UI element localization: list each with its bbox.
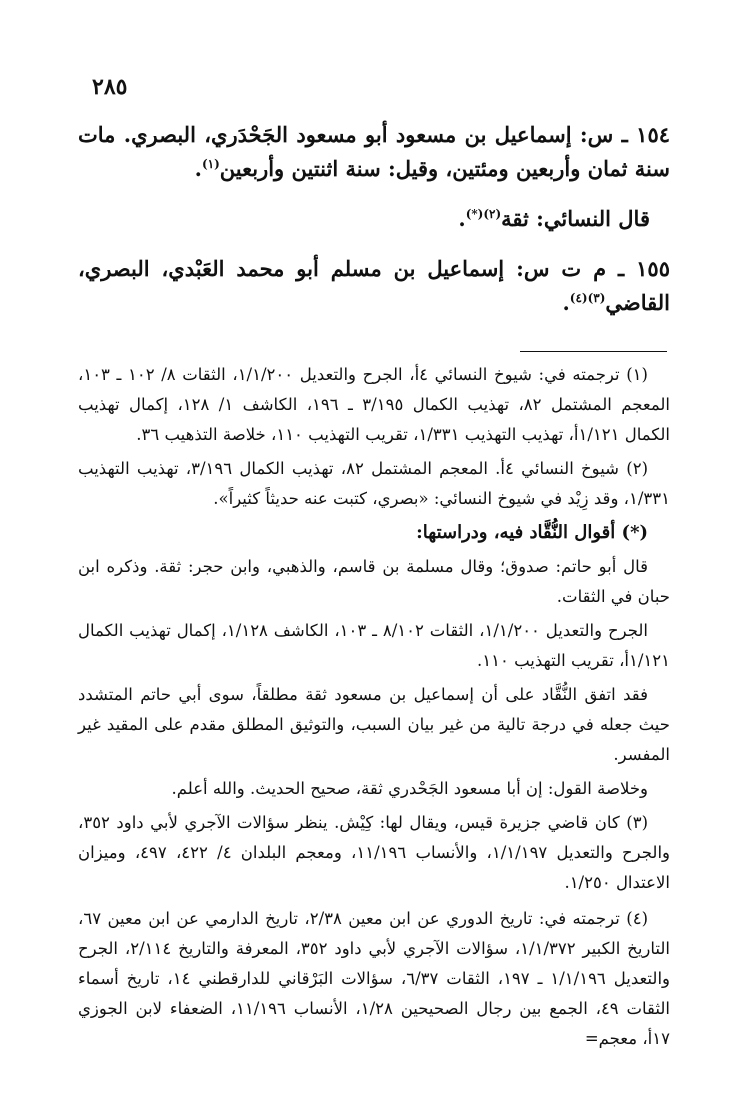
footnote-3: (٣) كان قاضي جزيرة قيس، ويقال لها: كِيْش. ينظر سؤالات الآجري لأبي داود ٣٥٢، والجرح والتعديل ١/١/١٩٧، والأنساب ١١/١٩٦، ومعجم البلدان ٤/ ٤٢٢، ٤٩٧، وميزان الاعتدال ١/٢٥٠. xyxy=(78,813,670,892)
footnote-ref-2: (٢)(*) xyxy=(465,207,502,221)
critics-para-2: الجرح والتعديل ١/١/٢٠٠، الثقات ٨/١٠٢ ـ ١٠٣، الكاشف ١/١٢٨، إكمال تهذيب الكمال ١/١٢١أ، تقريب التهذيب ١١٠. xyxy=(78,621,670,670)
critics-para-1: قال أبو حاتم: صدوق؛ وقال مسلمة بن قاسم، والذهبي، وابن حجر: ثقة. وذكره ابن حبان في الثقات. xyxy=(78,557,670,606)
page-number: ٢٨٥ xyxy=(92,74,128,100)
entry-154-end: . xyxy=(194,156,202,181)
nasai-end: . xyxy=(458,206,466,231)
entry-155-text: ١٥٥ ـ م ت س: إسماعيل بن مسلم أبو محمد العَبْدي، البصري، القاضي xyxy=(78,256,670,315)
footnote-divider xyxy=(520,351,667,352)
entry-155 xyxy=(78,252,670,320)
footnotes xyxy=(78,360,670,1058)
entry-154-line2: مات سنة ثمان وأربعين ومئتين، وقيل: سنة اثنتين وأربعين xyxy=(78,122,670,181)
nasai-statement xyxy=(78,202,670,236)
nasai-text: قال النسائي: ثقة xyxy=(501,206,650,231)
entry-155-end: . xyxy=(562,290,570,315)
footnote-2: (٢) شيوخ النسائي ٤أ. المعجم المشتمل ٨٢، تهذيب الكمال ٣/١٩٦، تهذيب التهذيب ١/٣٣١، وقد زِيْد في شيوخ النسائي: «بصري، كتبت عنه حديثاً كثيراً». xyxy=(78,459,670,508)
entry-154 xyxy=(78,118,670,186)
critics-para-3: فقد اتفق النُّقَّاد على أن إسماعيل بن مسعود ثقة مطلقاً، سوى أبي حاتم المتشدد حيث جعله في درجة تالية من غير بيان السبب، والتوثيق المطلق مقدم على المقيد غير المفسر. xyxy=(78,685,670,764)
footnote-ref-3-4: (٣)(٤) xyxy=(569,291,606,305)
footnote-ref-1: (١) xyxy=(201,157,220,171)
critics-heading: (*) أقوال النُّقَّاد فيه، ودراستها: xyxy=(416,522,648,543)
critics-para-4: وخلاصة القول: إن أبا مسعود الجَحْدري ثقة، صحيح الحديث. والله أعلم. xyxy=(171,779,648,798)
footnote-1: (١) ترجمته في: شيوخ النسائي ٤أ، الجرح والتعديل ١/١/٢٠٠، الثقات ٨/ ١٠٢ ـ ١٠٣، المعجم المشتمل ٨٢، تهذيب الكمال ٣/١٩٥ ـ ١٩٦، الكاشف ١/ ١٢٨، إكمال تهذيب الكمال ١/١٢١أ، تهذيب التهذيب ١/٣٣١، تقريب التهذيب ١١٠، خلاصة التذهيب ٣٦. xyxy=(78,365,670,444)
entry-154-line1: ١٥٤ ـ س: إسماعيل بن مسعود أبو مسعود الجَحْدَري، البصري. xyxy=(123,122,671,147)
main-text xyxy=(78,118,670,336)
footnote-4: (٤) ترجمته في: تاريخ الدوري عن ابن معين ٢/٣٨، تاريخ الدارمي عن ابن معين ٦٧، التاريخ الكبير ١/١/٣٧٢، سؤالات الآجري لأبي داود ٣٥٢، المعرفة والتاريخ ٢/١١٤، الجرح والتعديل ١/١/١٩٦ ـ ١٩٧، الثقات ٦/٣٧، سؤالات البَرْقاني للدارقطني ١٤، تاريخ أسماء الثقات ٤٩، الجمع بين رجال الصحيحين ١/٢٨، الأنساب ١١/١٩٦، الضعفاء لابن الجوزي ١٧أ، معجم= xyxy=(78,909,670,1048)
